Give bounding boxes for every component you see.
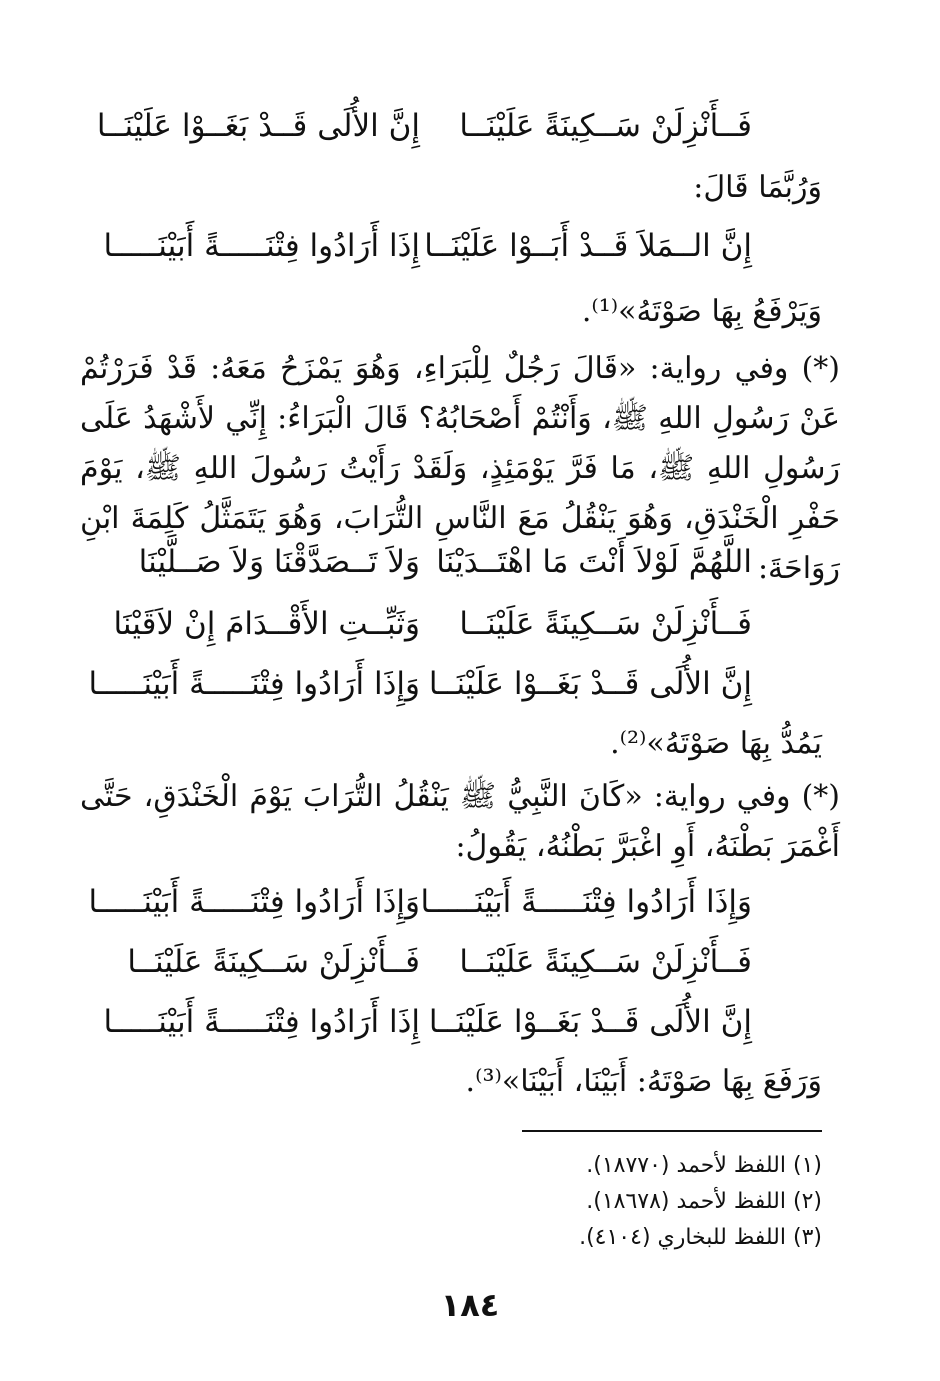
verse-hemistich-left: فَــأَنْزِلَنْ سَــكِينَةً عَلَيْنَــا bbox=[127, 944, 420, 980]
verse-line bbox=[0, 594, 940, 654]
verse-hemistich-left: وَلاَ تَــصَدَّقْنَا وَلاَ صَــلَّيْنَا bbox=[138, 544, 420, 580]
verse-hemistich-right: إِنَّ الــمَلاَ قَــدْ أَبَــوْا عَلَيْنَــا bbox=[424, 228, 752, 264]
narration-paragraph: (*) وفي رواية: «كَانَ النَّبِيُّ ﷺ يَنْقُلُ التُّرَابَ يَوْمَ الْخَنْدَقِ، حَتَّى أَغْمَرَ بَطْنَهُ، أَوِ اغْبَرَّ بَطْنُهُ، يَقُولُ: bbox=[80, 779, 840, 864]
narration-line: وَيَرْفَعُ بِهَا صَوْتَهُ»⁽¹⁾. bbox=[581, 294, 822, 329]
page-number: ١٨٤ bbox=[440, 1286, 500, 1324]
footnote: (٢) اللفظ لأحمد (١٨٦٧٨). bbox=[586, 1189, 822, 1214]
narration-line: وَرَفَعَ بِهَا صَوْتَهُ: أَبَيْنَا، أَبَيْنَا»⁽³⁾. bbox=[465, 1064, 822, 1099]
verse-hemistich-right: فَــأَنْزِلَنْ سَــكِينَةً عَلَيْنَــا bbox=[459, 606, 752, 642]
verse-line bbox=[0, 872, 940, 932]
narration-line: وَرُبَّمَا قَالَ: bbox=[693, 170, 822, 205]
verse-hemistich-right: إِنَّ الأُلَى قَــدْ بَغَــوْا عَلَيْنَــا bbox=[428, 666, 752, 702]
verse-line bbox=[0, 96, 940, 156]
verse-line bbox=[0, 992, 940, 1052]
footnote: (١) اللفظ لأحمد (١٨٧٧٠). bbox=[586, 1153, 822, 1178]
narration-line: يَمُدُّ بِهَا صَوْتَهُ»⁽²⁾. bbox=[610, 726, 822, 761]
verse-hemistich-left: إِذَا أَرَادُوا فِتْنَـــــةً أَبَيْنَـــــا bbox=[103, 228, 420, 264]
verse-hemistich-left: إِنَّ الأُلَى قَــدْ بَغَــوْا عَلَيْنَــا bbox=[96, 108, 420, 144]
verse-line bbox=[0, 932, 940, 992]
verse-hemistich-left: وَإِذَا أَرَادُوا فِتْنَـــــةً أَبَيْنَـــــا bbox=[88, 884, 420, 920]
footnote: (٣) اللفظ للبخاري (٤١٠٤). bbox=[579, 1225, 822, 1250]
verse-hemistich-left: وَإِذَا أَرَادُوا فِتْنَـــــةً أَبَيْنَـــــا bbox=[88, 666, 420, 702]
verse-hemistich-right: وَإِذَا أَرَادُوا فِتْنَـــــةً أَبَيْنَـــــا bbox=[420, 884, 752, 920]
verse-hemistich-right: فَــأَنْزِلَنْ سَــكِينَةً عَلَيْنَــا bbox=[459, 944, 752, 980]
verse-line bbox=[0, 216, 940, 276]
verse-hemistich-right: اللَّهُمَّ لَوْلاَ أَنْتَ مَا اهْتَــدَيْنَا bbox=[436, 544, 752, 580]
verse-hemistich-right: إِنَّ الأُلَى قَــدْ بَغَــوْا عَلَيْنَــا bbox=[428, 1004, 752, 1040]
footnote-divider bbox=[522, 1130, 822, 1132]
verse-hemistich-right: فَــأَنْزِلَنْ سَــكِينَةً عَلَيْنَــا bbox=[459, 108, 752, 144]
narration-paragraph: (*) وفي رواية: «قَالَ رَجُلٌ لِلْبَرَاءِ، وَهُوَ يَمْزَحُ مَعَهُ: قَدْ فَرَرْتُمْ عَنْ رَسُولِ اللهِ ﷺ، وَأَنْتُمْ أَصْحَابُهُ؟ قَالَ الْبَرَاءُ: إِنِّي لأَشْهَدُ عَلَى رَسُولِ اللهِ ﷺ، مَا فَرَّ يَوْمَئِذٍ، وَلَقَدْ رَأَيْتُ رَسُولَ اللهِ ﷺ، يَوْمَ حَفْرِ الْخَنْدَقِ، وَهُوَ يَنْقُلُ مَعَ النَّاسِ التُّرَابَ، وَهُوَ يَتَمَثَّلُ كَلِمَةَ ابْنِ رَوَاحَةَ: bbox=[80, 351, 840, 586]
verse-hemistich-left: وَثَبِّــتِ الأَقْــدَامَ إِنْ لاَقَيْنَا bbox=[113, 606, 420, 642]
verse-line bbox=[0, 654, 940, 714]
verse-line bbox=[0, 532, 940, 592]
verse-hemistich-left: إِذَا أَرَادُوا فِتْنَـــــةً أَبَيْنَـــــا bbox=[103, 1004, 420, 1040]
